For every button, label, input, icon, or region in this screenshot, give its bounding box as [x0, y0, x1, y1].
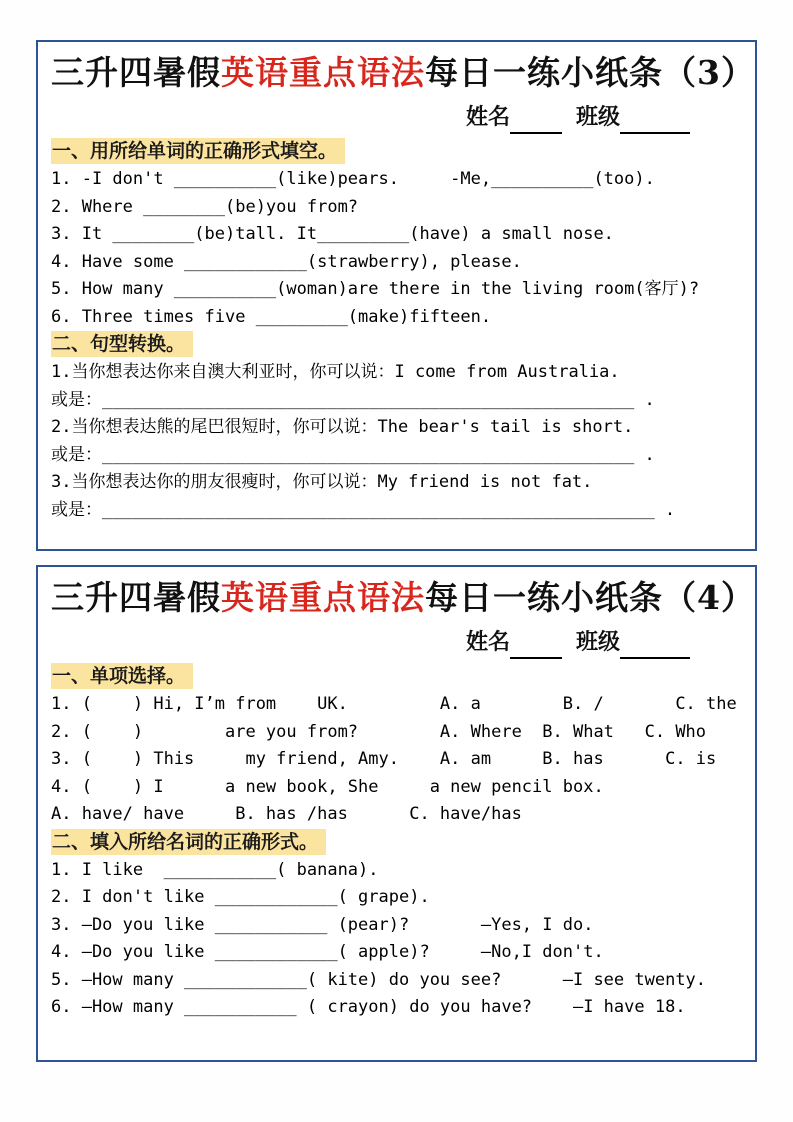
title-suffix: 每日一练小纸条（4） [425, 578, 755, 617]
question-line: 3. —Do you like ___________ (pear)? —Yes, I do. [51, 914, 594, 935]
name-class-row [51, 100, 742, 134]
worksheet-card-3 [36, 40, 757, 551]
class-blank [620, 112, 690, 134]
title-prefix: 三升四暑假 [51, 53, 221, 92]
question-line: 2. I don't like ____________( grape). [51, 887, 430, 907]
title-suffix: 每日一练小纸条（3） [425, 53, 755, 92]
answer-blank-line: 或是：______________________________________________________ . [51, 499, 676, 520]
name-label: 姓名 [465, 629, 510, 655]
title-highlight: 英语重点语法 [221, 578, 425, 617]
section-heading: 一、用所给单词的正确形式填空。 [51, 138, 345, 164]
question-line: 3. ( ) This my friend, Amy. A. am B. has C. is [51, 749, 717, 769]
question-line: 4. ( ) I a new book, She a new pencil box. [51, 776, 604, 797]
question-line: 1. ( ) Hi, I’m from UK. A. a B. / C. the [51, 694, 737, 714]
class-label: 班级 [575, 104, 620, 130]
question-line: 5. —How many ____________( kite) do you see? —I see twenty. [51, 969, 707, 990]
section-heading-row [51, 331, 742, 359]
worksheet-title [51, 48, 755, 98]
answer-blank-line: 或是：____________________________________________________ . [51, 444, 655, 465]
section-heading: 二、句型转换。 [51, 331, 193, 357]
title-highlight: 英语重点语法 [221, 53, 425, 92]
class-label: 班级 [575, 629, 620, 655]
name-label: 姓名 [465, 104, 510, 130]
name-blank [510, 637, 562, 659]
question-line: 6. Three times five _________(make)fifteen. [51, 306, 492, 327]
question-line: 5. How many __________(woman)are there in the living room(客厅)? [51, 279, 700, 299]
question-line: 2.当你想表达熊的尾巴很短时，你可以说：The bear's tail is short. [51, 417, 634, 437]
answer-blank-line: 或是：____________________________________________________ . [51, 389, 655, 410]
name-class-row [51, 625, 742, 659]
question-line: 3. It ________(be)tall. It_________(have) a small nose. [51, 224, 614, 244]
question-line: 4. —Do you like ____________( apple)? —No,I don't. [51, 942, 604, 962]
section-heading-row [51, 138, 742, 166]
question-line: 2. Where ________(be)you from? [51, 196, 359, 217]
worksheet-title [51, 573, 755, 623]
section-heading: 二、填入所给名词的正确形式。 [51, 829, 326, 855]
question-line: 4. Have some ____________(strawberry), please. [51, 251, 522, 272]
question-line: 3.当你想表达你的朋友很瘦时，你可以说：My friend is not fat. [51, 472, 593, 492]
name-blank [510, 112, 562, 134]
title-prefix: 三升四暑假 [51, 578, 221, 617]
question-line: 1.当你想表达你来自澳大利亚时，你可以说：I come from Australia. [51, 362, 620, 382]
section-heading-row [51, 829, 742, 857]
question-line: 6. —How many ___________ ( crayon) do you have? —I have 18. [51, 997, 686, 1017]
class-blank [620, 637, 690, 659]
question-line: 1. -I don't __________(like)pears. -Me,__________(too). [51, 169, 655, 189]
options-line: A. have/ have B. has /has C. have/has [51, 804, 522, 824]
worksheet-card-4 [36, 565, 757, 1062]
question-line: 1. I like ___________( banana). [51, 859, 379, 880]
section-heading-row [51, 663, 742, 691]
question-line: 2. ( ) are you from? A. Where B. What C. Who [51, 721, 707, 742]
section-heading: 一、单项选择。 [51, 663, 193, 689]
